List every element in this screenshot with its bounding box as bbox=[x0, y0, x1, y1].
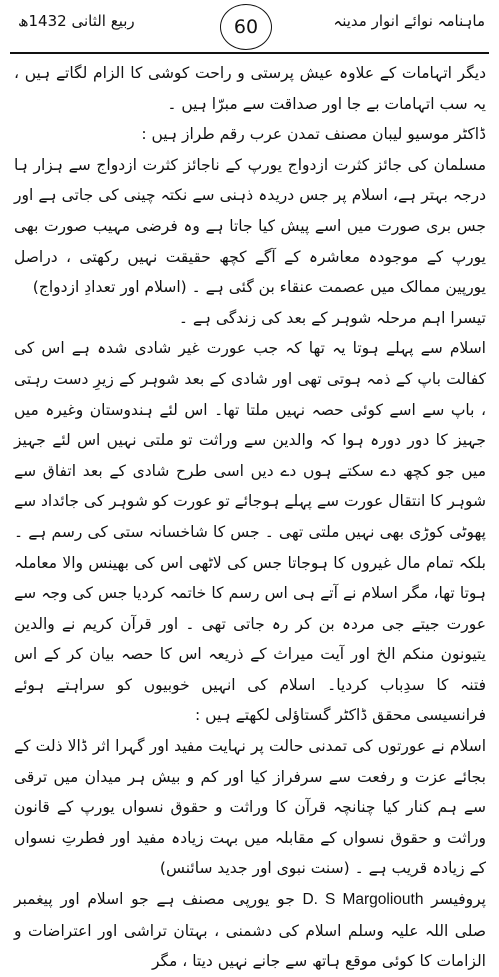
magazine-title: ماہنامہ نوائے انوار مدینہ bbox=[333, 12, 485, 30]
paragraph-lebon-intro: ڈاکٹر موسیو لیبان مصنف تمدن عرب رقم طراز ہیں : bbox=[141, 125, 486, 144]
margoliouth-rest: جو یورپی مصنف ہے جو اسلام اور پیغمبر صلی اللہ علیہ وسلم اسلام کی دشمنی ، بہتان تراشی اور اعتراضات و الزامات کا کوئی موقع ہاتھ سے جانے نہیں دیتا ، مگر bbox=[14, 890, 486, 971]
paragraph-pre-islam: اسلام سے پہلے ہوتا یہ تھا کہ جب عورت غیر شادی شدہ ہے اس کی کفالت باپ کے ذمہ ہوتی تھی اور شادی کے بعد شوہر کے زیرِ دست رہتی ، باپ سے اسے کوئی حصہ نہیں ملتا تھا۔ اس لئے ہندوستان وغیرہ میں جہیز کا دور دورہ ہوا کہ والدین سے وراثت تو ملتی نہیں اس لئے جہیز میں جو کچھ دے سکتے ہوں دے دیں اسی طرح شادی کے بعد اتفاق سے شوہر کا انتقال عورت سے پہلے ہوجائے تو عورت کو شوہر کی جائداد سے پھوٹی کوڑی بھی نہیں ملتی تھی ۔ جس کا شاخسانہ ستی کی رسم ہے ۔ بلکہ تمام مال غیروں کا ہوجاتا جس کی لاٹھی اس کی بھینس والا معاملہ ہوتا تھا، مگر اسلام نے آتے ہی اس رسم کا خاتمہ کردیا جس کی وجہ سے عورت جیتے جی مردہ بن کر رہ جاتی تھی ۔ اور قرآن کریم نے والدین یتیونون منکم الخ اور آیت میراث کے ذریعہ اس کا حصہ بیان کر کے اس فتنہ کا سدِباب کردیا۔ اسلام کی انہیں خوبیوں کو سراہتے ہوئے فرانسیسی محقق ڈاکٹر گستاؤلی لکھتے ہیں : bbox=[14, 339, 486, 725]
paragraph-third-stage: تیسرا اہم مرحلہ شوہر کے بعد کی زندگی ہے ۔ bbox=[178, 308, 486, 327]
issue-date: ربیع الثانی 1432ھ bbox=[18, 12, 135, 30]
paragraph-lebon-quote: مسلمان کی جائز کثرت ازدواج یورپ کے ناجائز کثرت ازدواج سے ہزار ہا درجہ بہتر ہے، اسلام پر جس دریدہ ذہنی سے نکتہ چینی کی جاتی ہے اور جس بری صورت میں اسے پیش کیا جاتا ہے وہ فرضی مہیب صورت بھی یورپ کے موجودہ معاشرہ کے آگے کچھ حقیقت نہیں رکھتی ، دراصل یورپین ممالک میں عصمت عنقاء بن گئی ہے ۔ (اسلام اور تعدادِ ازدواج) bbox=[14, 155, 486, 297]
header-rule bbox=[10, 52, 489, 54]
paragraph-le-bon-quote-2: اسلام نے عورتوں کی تمدنی حالت پر نہایت مفید اور گہرا اثر ڈالا ذلت کے بجائے عزت و رفعت سے سرفراز کیا اور کم و بیش ہر میدان میں ترقی سے ہم کنار کیا چنانچہ قرآن کا وراثت و حقوق نسواں یورپ کے قانون وراثت و حقوق نسواں کے مقابلہ میں بہت زیادہ مفید اور فطرتِ نسواں کے زیادہ قریب ہے ۔ (سنت نبوی اور جدید سائنس) bbox=[14, 737, 486, 878]
page-header bbox=[0, 0, 499, 62]
article-body bbox=[14, 58, 486, 977]
margoliouth-prefix: پروفیسر bbox=[431, 890, 486, 909]
page-number: 60 bbox=[220, 4, 272, 50]
paragraph-allegations: دیگر اتہامات کے علاوہ عیش پرستی و راحت کوشی کا الزام لگاتے ہیں ، یہ سب اتہامات بے جا اور صداقت سے مبرّا ہیں ۔ bbox=[14, 64, 486, 113]
margoliouth-name: D. S Margoliouth bbox=[302, 891, 424, 909]
paragraph-margoliouth bbox=[14, 884, 486, 977]
